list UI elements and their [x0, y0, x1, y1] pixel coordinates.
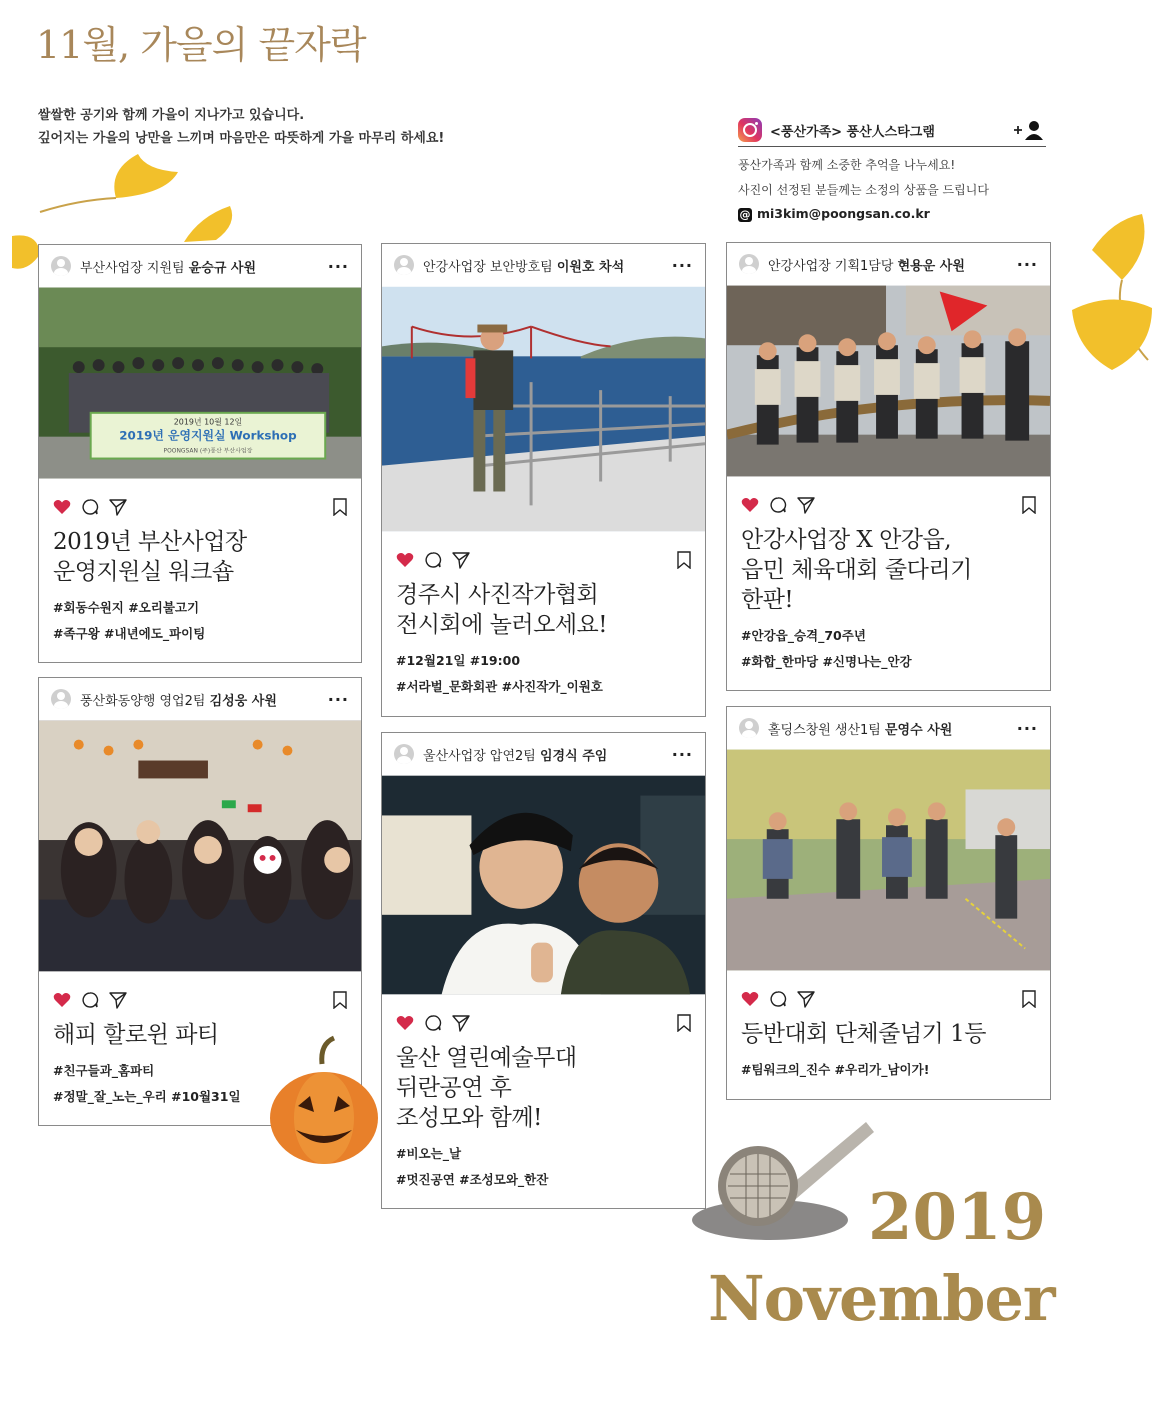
- intro-line: 깊어지는 가을의 낭만을 느끼며 마음만은 따뜻하게 가을 마무리 하세요!: [38, 131, 445, 146]
- hashtag-line[interactable]: #친구들과_홈파티: [53, 1063, 155, 1078]
- post-photo: [39, 720, 361, 972]
- author-name: 김성웅 사원: [209, 693, 277, 709]
- post-card: [726, 706, 1051, 1100]
- post-actions: [39, 487, 361, 527]
- hashtag-line[interactable]: #족구왕 #내년에도_파이팅: [53, 626, 206, 641]
- post-actions: [382, 540, 705, 580]
- hashtag-line[interactable]: #화합_한마당 #신명나는_안강: [741, 654, 912, 669]
- post-actions: [39, 980, 361, 1020]
- post-tags: [727, 615, 1050, 675]
- post-author: [768, 719, 1017, 738]
- author-name: 임경식 주임: [540, 748, 608, 764]
- author-name: 이원호 차석: [556, 259, 625, 275]
- comment-icon[interactable]: [81, 498, 99, 516]
- instagram-account-name: <풍산가족> 풍산人스타그램: [770, 124, 935, 140]
- post-author: [80, 257, 328, 276]
- banner-date: 2019년 10월 12일: [173, 417, 243, 427]
- bookmark-icon[interactable]: [333, 991, 347, 1009]
- post-caption: 경주시 사진작가협회 전시회에 놀러오세요!: [396, 582, 608, 638]
- post-header: [727, 243, 1050, 285]
- post-tags: [382, 1133, 705, 1193]
- share-icon[interactable]: [797, 496, 815, 514]
- more-icon[interactable]: ···: [671, 744, 693, 764]
- post-photo: [382, 775, 705, 995]
- hashtag-line[interactable]: #정말_잘_노는_우리 #10월31일: [53, 1089, 241, 1104]
- post-author: [768, 255, 1017, 274]
- hashtag-line[interactable]: #멋진공연 #조성모와_한잔: [396, 1172, 549, 1187]
- hashtag-line[interactable]: #팀워크의_진수 #우리가_남이가!: [741, 1062, 930, 1077]
- hashtag-line[interactable]: #비오는_날: [396, 1146, 462, 1161]
- ginkgo-leaf-icon: [8, 232, 42, 272]
- share-icon[interactable]: [109, 498, 127, 516]
- instagram-panel: [738, 118, 1046, 222]
- post-header: [382, 733, 705, 775]
- share-icon[interactable]: [797, 990, 815, 1008]
- post-header: [39, 245, 361, 287]
- post-actions: [727, 485, 1050, 525]
- avatar-icon: [394, 255, 414, 275]
- more-icon[interactable]: ···: [1016, 718, 1038, 738]
- ginkgo-leaf-icon: [1052, 210, 1162, 380]
- instagram-email[interactable]: mi3kim@poongsan.co.kr: [757, 206, 930, 221]
- email-icon: @: [739, 208, 751, 221]
- comment-icon[interactable]: [424, 1014, 442, 1032]
- post-header: [382, 244, 705, 286]
- post-caption: 울산 열린예술무대 뒤란공연 후 조성모와 함께!: [396, 1045, 577, 1131]
- bookmark-icon[interactable]: [1022, 496, 1036, 514]
- avatar-icon: [394, 744, 414, 764]
- heart-icon[interactable]: [396, 552, 414, 568]
- instagram-email-row: [738, 206, 1046, 222]
- page-title: 11월, 가을의 끝자락: [36, 23, 366, 67]
- instagram-description: 풍산가족과 함께 소중한 추억을 나누세요!: [738, 158, 956, 172]
- post-actions: [382, 1003, 705, 1043]
- more-icon[interactable]: ···: [671, 255, 693, 275]
- heart-icon[interactable]: [741, 497, 759, 513]
- bookmark-icon[interactable]: [333, 498, 347, 516]
- more-icon[interactable]: ···: [327, 689, 349, 709]
- author-team: 안강사업장 보안방호팀: [423, 259, 557, 275]
- post-tags: [39, 587, 361, 647]
- post-card: [381, 732, 706, 1209]
- heart-icon[interactable]: [53, 992, 71, 1008]
- footer-year: 2019: [868, 1180, 1047, 1255]
- post-caption: 2019년 부산사업장 운영지원실 워크숍: [53, 529, 247, 585]
- author-name: 문영수 사원: [885, 722, 953, 738]
- heart-icon[interactable]: [741, 991, 759, 1007]
- comment-icon[interactable]: [424, 551, 442, 569]
- post-caption: 해피 할로윈 파티: [53, 1022, 219, 1048]
- post-caption: 안강사업장 X 안강읍, 읍민 체육대회 줄다리기 한판!: [741, 527, 972, 613]
- instagram-description: 사진이 선정된 분들께는 소정의 상품을 드립니다: [738, 183, 989, 197]
- post-card: [38, 244, 362, 663]
- post-photo: [727, 285, 1050, 477]
- post-header: [39, 678, 361, 720]
- intro-text: [38, 104, 444, 150]
- post-photo: [727, 749, 1050, 971]
- post-header: [727, 707, 1050, 749]
- hashtag-line[interactable]: #12월21일 #19:00: [396, 653, 521, 668]
- comment-icon[interactable]: [769, 990, 787, 1008]
- author-team: 울산사업장 압연2팀: [423, 748, 540, 764]
- post-photo: [382, 286, 705, 532]
- comment-icon[interactable]: [769, 496, 787, 514]
- hashtag-line[interactable]: #안강읍_승격_70주년: [741, 628, 866, 643]
- bookmark-icon[interactable]: [1022, 990, 1036, 1008]
- banner-title: 2019년 운영지원실 Workshop: [119, 428, 297, 443]
- comment-icon[interactable]: [81, 991, 99, 1009]
- avatar-icon: [739, 254, 759, 274]
- footer-month: November: [708, 1262, 1055, 1335]
- post-author: [80, 690, 328, 709]
- author-team: 풍산화동양행 영업2팀: [80, 693, 210, 709]
- share-icon[interactable]: [452, 1014, 470, 1032]
- post-caption: 등반대회 단체줄넘기 1등: [741, 1021, 986, 1047]
- more-icon[interactable]: ···: [327, 256, 349, 276]
- post-tags: [727, 1049, 1050, 1083]
- heart-icon[interactable]: [396, 1015, 414, 1031]
- hashtag-line[interactable]: #회동수원지 #오리불고기: [53, 600, 200, 615]
- more-icon[interactable]: ···: [1016, 254, 1038, 274]
- share-icon[interactable]: [452, 551, 470, 569]
- bookmark-icon[interactable]: [677, 551, 691, 569]
- ginkgo-leaf-icon: [38, 150, 178, 220]
- follow-icon[interactable]: [1012, 119, 1046, 141]
- share-icon[interactable]: [109, 991, 127, 1009]
- avatar-icon: [51, 689, 71, 709]
- post-author: [423, 256, 672, 275]
- author-team: 안강사업장 기획1담당: [768, 258, 898, 274]
- microphone-icon: [690, 1108, 880, 1248]
- pumpkin-icon: [264, 1034, 384, 1168]
- post-author: [423, 745, 672, 764]
- ginkgo-leaf-icon: [180, 204, 240, 244]
- avatar-icon: [51, 256, 71, 276]
- author-team: 홀딩스창원 생산1팀: [768, 722, 885, 738]
- heart-icon[interactable]: [53, 499, 71, 515]
- bookmark-icon[interactable]: [677, 1014, 691, 1032]
- avatar-icon: [739, 718, 759, 738]
- author-name: 윤승규 사원: [188, 260, 257, 276]
- intro-line: 쌀쌀한 공기와 함께 가을이 지나가고 있습니다.: [38, 108, 305, 123]
- post-actions: [727, 979, 1050, 1019]
- post-tags: [382, 640, 705, 700]
- author-team: 부산사업장 지원팀: [80, 260, 189, 276]
- post-card: [726, 242, 1051, 691]
- post-photo: [39, 287, 361, 479]
- hashtag-line[interactable]: #서라벌_문화회관 #사진작가_이원호: [396, 679, 603, 694]
- banner-logo: POONGSAN (주)풍산 부산사업장: [163, 447, 253, 455]
- author-name: 현용운 사원: [897, 258, 965, 274]
- instagram-icon: [738, 118, 762, 142]
- post-card: [381, 243, 706, 717]
